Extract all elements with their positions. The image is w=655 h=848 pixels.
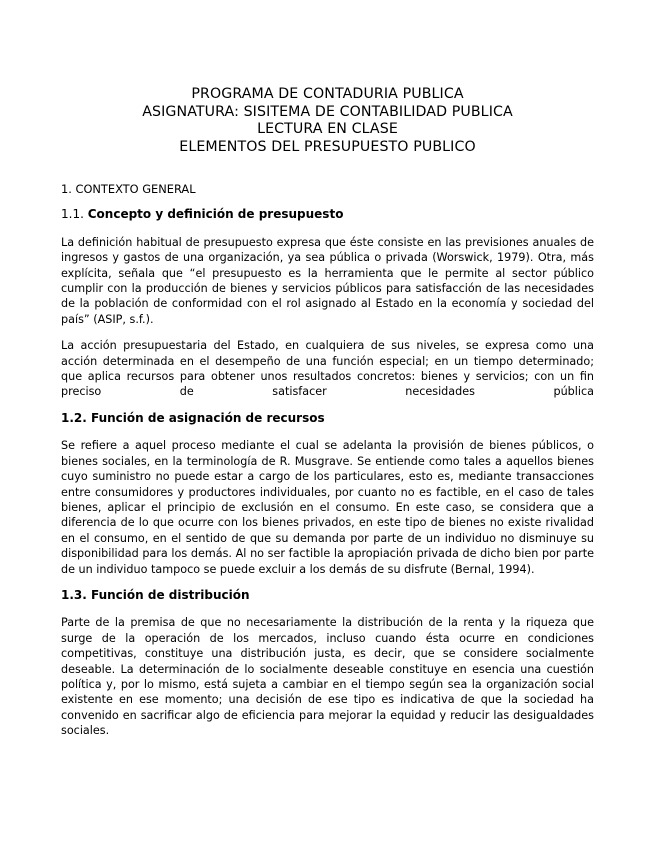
paragraph-definicion: La definición habitual de presupuesto expresa que éste consiste en las previsiones anuales de ingresos y gastos de una organización, ya sea pública o privada (Worswick, 1979). Otra, más explícita, señala que “el presupuesto es la herramienta que le permite al sector público cumplir con la producción de bienes y servicios públicos para satisfacción de las necesidades de la población de conformidad con el rol asignado al Estado en la economía y sociedad del país” (ASIP, s.f.). — [61, 235, 594, 326]
title-reading: LECTURA EN CLASE — [257, 121, 398, 137]
subsection-heading-concepto — [61, 207, 594, 222]
subsection-number: 1.1. — [61, 207, 84, 222]
title-program: PROGRAMA DE CONTADURIA PUBLICA — [191, 86, 464, 102]
paragraph-accion-presupuestaria: La acción presupuestaria del Estado, en cualquiera de sus niveles, se expresa como una acción determinada en el desempeño de una función especial; en un tiempo determinado; que aplica recursos para obtener unos resultados concretos: bienes y servicios; con un fin preciso de satisfacer necesidades pública — [61, 339, 594, 399]
title-topic: ELEMENTOS DEL PRESUPUESTO PUBLICO — [179, 138, 476, 155]
paragraph-distribucion: Parte de la premisa de que no necesariamente la distribución de la renta y la riqueza que surge de la operación de los mercados, incluso cuando ésta ocurre en condiciones competitivas, constituye una distribución justa, es decir, que se considere socialmente deseable. La determinación de lo socialmente deseable constituye en esencia una cuestión política y, por lo mismo, está sujeta a cambiar en el tiempo según sea la organización social existente en ese momento; una decisión de ese tipo es indicativa de que la sociedad ha convenido en sacrificar algo de eficiencia para mejorar la equidad y reducir las desigualdades sociales. — [61, 616, 594, 738]
paragraph-asignacion: Se refiere a aquel proceso mediante el cual se adelanta la provisión de bienes públicos, o bienes sociales, en la terminología de R. Musgrave. Se entiende como tales a aquellos bienes cuyo suministro no puede estar a cargo de los particulares, esto es, mediante transacciones entre consumidores y productores individuales, por cuanto no es factible, en el caso de tales bienes, aplicar el principio de exclusión en el consumo. En este caso, se considera que a diferencia de lo que ocurre con los bienes privados, en este tipo de bienes no existe rivalidad en el consumo, en el sentido de que su demanda por parte de un individuo no disminuye su disponibilidad para los demás. Al no ser factible la apropiación privada de dicho bien por parte de un individuo tampoco se puede excluir a los demás de su disfrute (Bernal, 1994). — [61, 439, 594, 576]
subsection-title: Concepto y definición de presupuesto — [87, 207, 344, 222]
title-subject: ASIGNATURA: SISITEMA DE CONTABILIDAD PUBLICA — [142, 103, 513, 120]
section-heading-contexto-general: 1. CONTEXTO GENERAL — [61, 182, 196, 196]
subsection-heading-asignacion: 1.2. Función de asignación de recursos — [61, 410, 325, 425]
document-body — [61, 182, 594, 750]
document-title-block — [0, 86, 655, 156]
subsection-heading-distribucion: 1.3. Función de distribución — [61, 587, 250, 602]
